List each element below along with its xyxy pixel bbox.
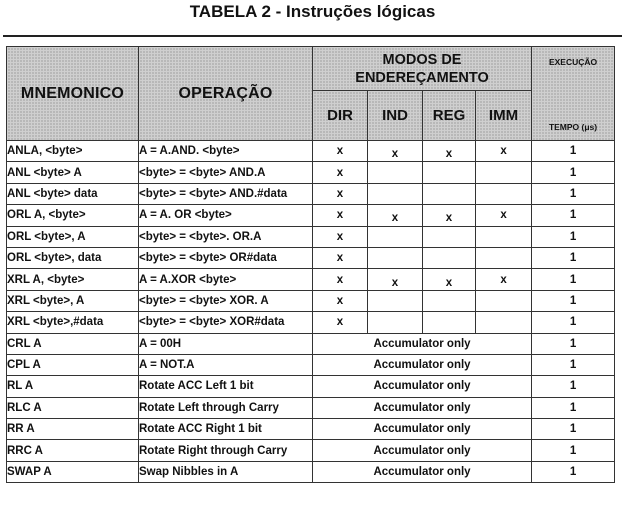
mode-ind-cell	[368, 162, 423, 183]
mode-mark: x	[445, 212, 453, 225]
execution-time-cell: 1	[532, 247, 615, 268]
mnemonic-cell: ANLA, <byte>	[7, 141, 139, 162]
mnemonic-cell: ANL <byte> A	[7, 162, 139, 183]
mnemonic-cell: ORL A, <byte>	[7, 205, 139, 226]
execution-time-cell: 1	[532, 312, 615, 333]
table-row	[7, 419, 615, 440]
table-row	[7, 397, 615, 418]
execution-time-cell: 1	[532, 354, 615, 375]
mode-dir-cell	[313, 247, 368, 268]
operation-cell: Rotate Left through Carry	[139, 397, 313, 418]
mode-reg-cell	[423, 269, 476, 290]
mode-mark: x	[336, 252, 344, 265]
mnemonic-cell: CPL A	[7, 354, 139, 375]
mode-imm-header: IMM	[476, 91, 532, 141]
mnemonic-cell: ORL <byte>, data	[7, 247, 139, 268]
mode-dir-cell	[313, 205, 368, 226]
mode-ind-cell	[368, 247, 423, 268]
mode-reg-cell	[423, 162, 476, 183]
mnemonic-cell: XRL <byte>, A	[7, 290, 139, 311]
operation-cell: Rotate ACC Left 1 bit	[139, 376, 313, 397]
table-row	[7, 354, 615, 375]
addressing-modes-header	[313, 47, 532, 91]
operation-header: OPERAÇÃO	[139, 47, 313, 141]
mode-mark: x	[336, 187, 344, 200]
mnemonic-cell: RRC A	[7, 440, 139, 461]
operation-cell: A = A.AND. <byte>	[139, 141, 313, 162]
addressing-mode-note: Accumulator only	[313, 397, 532, 418]
table-row	[7, 440, 615, 461]
mode-reg-cell	[423, 290, 476, 311]
page-title: TABELA 2 - Instruções lógicas	[189, 2, 436, 21]
mode-mark: x	[336, 273, 344, 286]
operation-cell: A = A. OR <byte>	[139, 205, 313, 226]
mode-reg-header: REG	[423, 91, 476, 141]
execution-time-cell: 1	[532, 440, 615, 461]
addressing-mode-note: Accumulator only	[313, 333, 532, 354]
table-row	[7, 162, 615, 183]
operation-cell: A = NOT.A	[139, 354, 313, 375]
execution-time-cell: 1	[532, 333, 615, 354]
mode-ind-cell	[368, 183, 423, 204]
mode-mark: x	[336, 294, 344, 307]
mode-imm-cell	[476, 183, 532, 204]
mnemonic-header: MNEMONICO	[7, 47, 139, 141]
mode-ind-cell	[368, 141, 423, 162]
table-row	[7, 376, 615, 397]
mode-mark: x	[391, 212, 399, 225]
operation-cell: Rotate ACC Right 1 bit	[139, 419, 313, 440]
mode-mark: x	[336, 316, 344, 329]
execution-time-cell: 1	[532, 290, 615, 311]
mode-mark: x	[445, 148, 453, 161]
addressing-mode-note: Accumulator only	[313, 419, 532, 440]
mode-reg-cell	[423, 183, 476, 204]
mode-dir-cell	[313, 290, 368, 311]
mnemonic-cell: SWAP A	[7, 461, 139, 482]
mode-ind-cell	[368, 205, 423, 226]
mode-dir-cell	[313, 141, 368, 162]
table-row	[7, 269, 615, 290]
table-row	[7, 226, 615, 247]
execution-time-cell: 1	[532, 226, 615, 247]
mode-mark: x	[500, 273, 507, 286]
mode-dir-cell	[313, 269, 368, 290]
title-divider	[3, 35, 622, 37]
mnemonic-cell: CRL A	[7, 333, 139, 354]
execution-time-cell: 1	[532, 162, 615, 183]
operation-cell: <byte> = <byte> XOR#data	[139, 312, 313, 333]
mode-mark: x	[336, 230, 344, 243]
mode-dir-header: DIR	[313, 91, 368, 141]
execution-label: EXECUÇÃO	[548, 57, 598, 67]
table-row	[7, 333, 615, 354]
mode-dir-cell	[313, 183, 368, 204]
mode-ind-cell	[368, 312, 423, 333]
operation-cell: <byte> = <byte> AND.A	[139, 162, 313, 183]
mode-dir-cell	[313, 162, 368, 183]
execution-time-cell: 1	[532, 419, 615, 440]
mnemonic-cell: RL A	[7, 376, 139, 397]
logic-instructions-table	[6, 46, 615, 483]
mode-mark: x	[336, 145, 344, 158]
mnemonic-cell: XRL <byte>,#data	[7, 312, 139, 333]
mnemonic-cell: ORL <byte>, A	[7, 226, 139, 247]
mode-imm-cell	[476, 162, 532, 183]
addressing-modes-line2: ENDEREÇAMENTO	[355, 69, 489, 86]
operation-cell: Rotate Right through Carry	[139, 440, 313, 461]
execution-time-cell: 1	[532, 205, 615, 226]
mnemonic-cell: XRL A, <byte>	[7, 269, 139, 290]
mode-mark: x	[500, 145, 507, 158]
mode-mark: x	[500, 209, 507, 222]
mode-ind-cell	[368, 269, 423, 290]
mode-imm-cell	[476, 141, 532, 162]
execution-time-cell: 1	[532, 183, 615, 204]
operation-cell: <byte> = <byte> OR#data	[139, 247, 313, 268]
mode-mark: x	[336, 166, 344, 179]
execution-time-cell: 1	[532, 376, 615, 397]
table-row	[7, 247, 615, 268]
execution-time-cell: 1	[532, 269, 615, 290]
mode-imm-cell	[476, 312, 532, 333]
mode-reg-cell	[423, 226, 476, 247]
operation-cell: A = A.XOR <byte>	[139, 269, 313, 290]
execution-time-cell: 1	[532, 141, 615, 162]
execution-time-cell: 1	[532, 397, 615, 418]
time-label: TEMPO (μs)	[548, 122, 598, 132]
mode-reg-cell	[423, 205, 476, 226]
mnemonic-cell: ANL <byte> data	[7, 183, 139, 204]
mnemonic-cell: RR A	[7, 419, 139, 440]
table-row	[7, 183, 615, 204]
mode-reg-cell	[423, 247, 476, 268]
addressing-mode-note: Accumulator only	[313, 354, 532, 375]
table-body	[7, 141, 615, 483]
mode-ind-cell	[368, 226, 423, 247]
mode-imm-cell	[476, 269, 532, 290]
mode-imm-cell	[476, 226, 532, 247]
mode-reg-cell	[423, 141, 476, 162]
table-row	[7, 205, 615, 226]
mode-mark: x	[391, 276, 399, 289]
addressing-modes-line1: MODOS DE	[382, 51, 462, 68]
mode-ind-cell	[368, 290, 423, 311]
mode-imm-cell	[476, 247, 532, 268]
mode-reg-cell	[423, 312, 476, 333]
operation-cell: <byte> = <byte> XOR. A	[139, 290, 313, 311]
operation-cell: <byte> = <byte>. OR.A	[139, 226, 313, 247]
execution-time-header	[532, 47, 615, 141]
addressing-mode-note: Accumulator only	[313, 440, 532, 461]
addressing-mode-note: Accumulator only	[313, 376, 532, 397]
operation-cell: Swap Nibbles in A	[139, 461, 313, 482]
mode-imm-cell	[476, 290, 532, 311]
table-row	[7, 290, 615, 311]
mnemonic-cell: RLC A	[7, 397, 139, 418]
execution-time-cell: 1	[532, 461, 615, 482]
table-row	[7, 461, 615, 482]
mode-dir-cell	[313, 226, 368, 247]
mode-dir-cell	[313, 312, 368, 333]
mode-ind-header: IND	[368, 91, 423, 141]
operation-cell: <byte> = <byte> AND.#data	[139, 183, 313, 204]
mode-mark: x	[336, 209, 344, 222]
operation-cell: A = 00H	[139, 333, 313, 354]
mode-mark: x	[445, 276, 453, 289]
mode-mark: x	[391, 148, 399, 161]
table-row	[7, 312, 615, 333]
table-row	[7, 141, 615, 162]
addressing-mode-note: Accumulator only	[313, 461, 532, 482]
mode-imm-cell	[476, 205, 532, 226]
